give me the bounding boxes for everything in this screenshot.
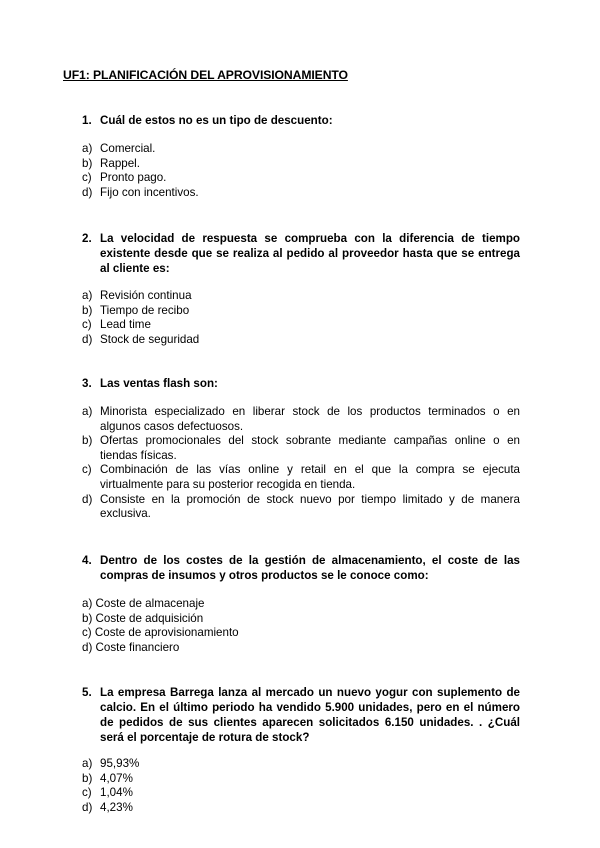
option-letter: d) xyxy=(82,640,93,654)
option-a xyxy=(82,405,520,434)
question-2 xyxy=(82,231,520,276)
option-text: Ofertas promocionales del stock sobrante mediante campañas online o en tiendas físicas. xyxy=(100,434,520,462)
question-text: Las ventas flash son: xyxy=(100,377,218,390)
option-letter: b) xyxy=(82,771,93,785)
option-text: 1,04% xyxy=(100,786,133,800)
question-3-options xyxy=(82,405,520,522)
question-number: 5. xyxy=(82,686,92,699)
option-text: Rappel. xyxy=(100,156,140,170)
question-number: 3. xyxy=(82,377,92,390)
question-1-options xyxy=(82,142,520,200)
question-4 xyxy=(82,553,520,583)
option-text: 4,23% xyxy=(100,800,133,814)
option-b xyxy=(82,157,520,172)
option-letter: a) xyxy=(82,289,93,302)
option-c xyxy=(82,318,520,333)
option-text: Comercial. xyxy=(100,142,156,155)
option-d xyxy=(82,641,520,656)
option-text: Coste de adquisición xyxy=(95,611,204,625)
option-text: 95,93% xyxy=(100,757,140,770)
option-b xyxy=(82,434,520,463)
option-text: Tiempo de recibo xyxy=(100,303,190,317)
question-number: 1. xyxy=(82,114,92,127)
option-a xyxy=(82,289,520,304)
option-text: Coste de aprovisionamiento xyxy=(94,626,239,640)
option-d xyxy=(82,333,520,348)
option-letter: b) xyxy=(82,611,93,625)
option-text: Coste financiero xyxy=(95,640,180,654)
option-a xyxy=(82,142,520,157)
option-b xyxy=(82,612,520,627)
question-text: La empresa Barrega lanza al mercado un nuevo yogur con suplemento de calcio. En el último periodo ha vendido 5.900 unidades, pero en el número de pedidos de sus clientes aparecen solicitados 6.150 unidades. . ¿Cuál será el porcentaje de rotura de stock? xyxy=(100,686,520,744)
option-d xyxy=(82,801,520,816)
option-text: Consiste en la promoción de stock nuevo por tiempo limitado y de manera exclusiva. xyxy=(100,492,520,521)
option-letter: d) xyxy=(82,800,93,814)
option-letter: c) xyxy=(82,318,92,332)
option-letter: b) xyxy=(82,434,93,448)
question-5-options xyxy=(82,757,520,815)
question-text: Cuál de estos no es un tipo de descuento: xyxy=(100,114,333,127)
option-text: 4,07% xyxy=(100,771,133,785)
option-b xyxy=(82,304,520,319)
option-d xyxy=(82,186,520,201)
option-text: Revisión continua xyxy=(100,289,192,302)
option-letter: c) xyxy=(82,171,92,185)
option-letter: a) xyxy=(82,142,93,155)
question-number: 4. xyxy=(82,554,92,567)
option-text: Lead time xyxy=(100,318,151,332)
option-letter: d) xyxy=(82,332,93,346)
option-letter: c) xyxy=(82,463,92,477)
option-letter: a) xyxy=(82,405,93,418)
option-letter: d) xyxy=(82,492,93,506)
question-text: La velocidad de respuesta se comprueba con la diferencia de tiempo existente desde que se realiza al pedido al proveedor hasta que se entrega al cliente es: xyxy=(100,232,520,275)
question-1 xyxy=(82,113,520,128)
option-text: Stock de seguridad xyxy=(100,332,200,346)
option-a xyxy=(82,597,520,612)
option-letter: c) xyxy=(82,786,92,800)
option-letter: b) xyxy=(82,303,93,317)
option-text: Pronto pago. xyxy=(100,171,167,185)
question-3 xyxy=(82,376,520,391)
question-text: Dentro de los costes de la gestión de almacenamiento, el coste de las compras de insumos y otros productos se le conoce como: xyxy=(100,554,520,582)
question-4-options xyxy=(82,597,520,655)
option-c xyxy=(82,626,520,641)
option-letter: b) xyxy=(82,156,93,170)
option-text: Combinación de las vías online y retail en el que la compra se ejecuta virtualmente para su posterior recogida en tienda. xyxy=(100,463,520,491)
option-c xyxy=(82,786,520,801)
option-letter: a) xyxy=(82,757,93,770)
option-text: Minorista especializado en liberar stock de los productos terminados o en algunos casos defectuosos. xyxy=(100,405,520,433)
document-title: UF1: PLANIFICACIÓN DEL APROVISIONAMIENTO xyxy=(63,68,348,82)
option-b xyxy=(82,772,520,787)
option-a xyxy=(82,757,520,772)
option-d xyxy=(82,493,520,522)
option-text: Fijo con incentivos. xyxy=(100,185,199,199)
option-letter: a) xyxy=(82,597,93,610)
option-text: Coste de almacenaje xyxy=(95,597,205,610)
question-2-options xyxy=(82,289,520,347)
option-letter: c) xyxy=(82,626,92,640)
option-c xyxy=(82,171,520,186)
option-letter: d) xyxy=(82,185,93,199)
option-c xyxy=(82,463,520,492)
question-number: 2. xyxy=(82,232,92,245)
question-5 xyxy=(82,685,520,745)
